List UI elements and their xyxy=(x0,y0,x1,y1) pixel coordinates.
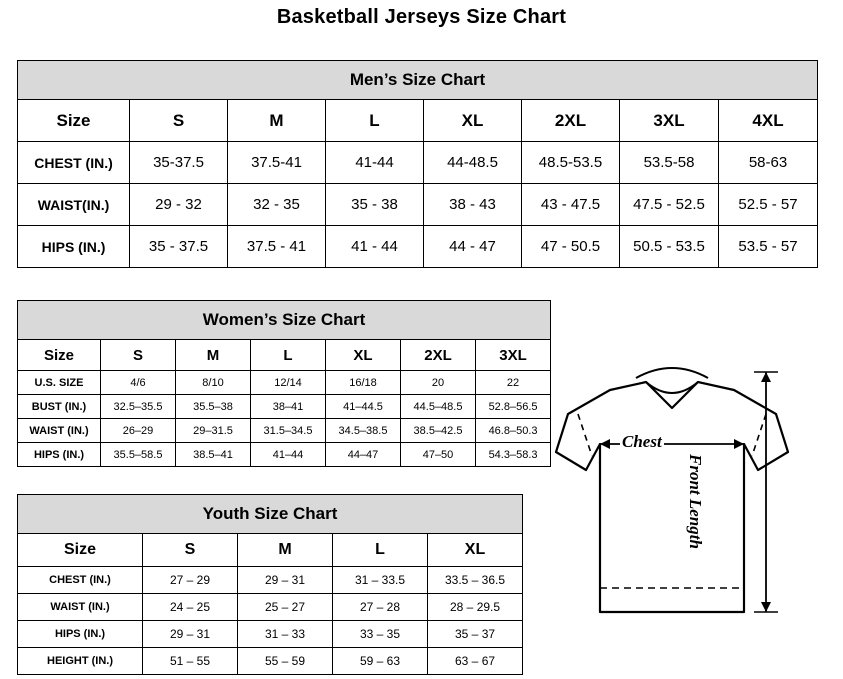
column-header: S xyxy=(130,100,228,142)
column-header: L xyxy=(326,100,424,142)
table-cell: 41-44 xyxy=(326,142,424,184)
column-header: M xyxy=(176,340,251,371)
table-cell: 28 – 29.5 xyxy=(428,594,523,621)
column-header: Size xyxy=(18,100,130,142)
front-length-arrow-bottom xyxy=(761,602,771,612)
table-cell: 16/18 xyxy=(326,371,401,395)
table-header-row xyxy=(18,100,818,142)
table-cell: 4/6 xyxy=(101,371,176,395)
table-cell: 53.5 - 57 xyxy=(719,226,818,268)
womens-size-chart-table xyxy=(17,300,551,467)
table-cell: 55 – 59 xyxy=(238,648,333,675)
table-cell: 44–47 xyxy=(326,443,401,467)
row-header: WAIST(IN.) xyxy=(18,184,130,226)
row-header: BUST (IN.) xyxy=(18,395,101,419)
table-cell: 38.5–42.5 xyxy=(401,419,476,443)
table-cell: 54.3–58.3 xyxy=(476,443,551,467)
table-band-row xyxy=(18,301,551,340)
youth-size-chart-table xyxy=(17,494,523,675)
table-cell: 52.5 - 57 xyxy=(719,184,818,226)
table-cell: 27 – 29 xyxy=(143,567,238,594)
table-cell: 34.5–38.5 xyxy=(326,419,401,443)
table-cell: 44.5–48.5 xyxy=(401,395,476,419)
table-cell: 35.5–58.5 xyxy=(101,443,176,467)
table-cell: 35 - 38 xyxy=(326,184,424,226)
table-cell: 22 xyxy=(476,371,551,395)
table-cell: 46.8–50.3 xyxy=(476,419,551,443)
table-cell: 48.5-53.5 xyxy=(522,142,620,184)
column-header: L xyxy=(333,534,428,567)
jersey-measurement-diagram xyxy=(548,352,838,662)
table-row xyxy=(18,567,523,594)
table-cell: 53.5-58 xyxy=(620,142,719,184)
table-cell: 29–31.5 xyxy=(176,419,251,443)
table-cell: 8/10 xyxy=(176,371,251,395)
table-cell: 41–44 xyxy=(251,443,326,467)
front-length-arrow-top xyxy=(761,372,771,382)
table-cell: 32 - 35 xyxy=(228,184,326,226)
mens-size-chart-table xyxy=(17,60,818,268)
row-header: U.S. SIZE xyxy=(18,371,101,395)
table-row xyxy=(18,371,551,395)
table-cell: 52.8–56.5 xyxy=(476,395,551,419)
page-title: Basketball Jerseys Size Chart xyxy=(276,6,567,28)
column-header: L xyxy=(251,340,326,371)
row-header: CHEST (IN.) xyxy=(18,142,130,184)
table-cell: 37.5 - 41 xyxy=(228,226,326,268)
table-cell: 25 – 27 xyxy=(238,594,333,621)
table-row xyxy=(18,419,551,443)
row-header: HEIGHT (IN.) xyxy=(18,648,143,675)
table-cell: 32.5–35.5 xyxy=(101,395,176,419)
table-cell: 20 xyxy=(401,371,476,395)
table-band-row xyxy=(18,495,523,534)
column-header: Size xyxy=(18,340,101,371)
jersey-body-outline xyxy=(556,382,788,612)
column-header: XL xyxy=(424,100,522,142)
table-cell: 26–29 xyxy=(101,419,176,443)
column-header: 2XL xyxy=(522,100,620,142)
womens-chart-title: Women’s Size Chart xyxy=(18,301,551,340)
table-cell: 35 – 37 xyxy=(428,621,523,648)
table-cell: 41–44.5 xyxy=(326,395,401,419)
column-header: 4XL xyxy=(719,100,818,142)
table-row xyxy=(18,648,523,675)
table-cell: 38 - 43 xyxy=(424,184,522,226)
table-row xyxy=(18,226,818,268)
mens-chart-title: Men’s Size Chart xyxy=(18,61,818,100)
row-header: WAIST (IN.) xyxy=(18,419,101,443)
table-row xyxy=(18,184,818,226)
column-header: S xyxy=(101,340,176,371)
table-cell: 47–50 xyxy=(401,443,476,467)
table-row xyxy=(18,142,818,184)
table-cell: 31.5–34.5 xyxy=(251,419,326,443)
row-header: HIPS (IN.) xyxy=(18,226,130,268)
column-header: Size xyxy=(18,534,143,567)
row-header: WAIST (IN.) xyxy=(18,594,143,621)
table-band-row xyxy=(18,61,818,100)
column-header: 3XL xyxy=(620,100,719,142)
table-cell: 31 – 33.5 xyxy=(333,567,428,594)
table-row xyxy=(18,594,523,621)
table-cell: 51 – 55 xyxy=(143,648,238,675)
table-cell: 41 - 44 xyxy=(326,226,424,268)
column-header: M xyxy=(228,100,326,142)
column-header: XL xyxy=(428,534,523,567)
table-cell: 33 – 35 xyxy=(333,621,428,648)
table-cell: 31 – 33 xyxy=(238,621,333,648)
table-cell: 35 - 37.5 xyxy=(130,226,228,268)
table-cell: 38.5–41 xyxy=(176,443,251,467)
table-cell: 63 – 67 xyxy=(428,648,523,675)
table-cell: 27 – 28 xyxy=(333,594,428,621)
table-cell: 50.5 - 53.5 xyxy=(620,226,719,268)
column-header: S xyxy=(143,534,238,567)
table-cell: 29 - 32 xyxy=(130,184,228,226)
column-header: M xyxy=(238,534,333,567)
table-cell: 59 – 63 xyxy=(333,648,428,675)
table-row xyxy=(18,443,551,467)
column-header: 3XL xyxy=(476,340,551,371)
table-cell: 47.5 - 52.5 xyxy=(620,184,719,226)
row-header: CHEST (IN.) xyxy=(18,567,143,594)
jersey-neckband-line xyxy=(636,368,708,378)
table-row xyxy=(18,621,523,648)
table-cell: 29 – 31 xyxy=(143,621,238,648)
table-cell: 33.5 – 36.5 xyxy=(428,567,523,594)
table-cell: 12/14 xyxy=(251,371,326,395)
table-cell: 35.5–38 xyxy=(176,395,251,419)
table-cell: 43 - 47.5 xyxy=(522,184,620,226)
table-cell: 35-37.5 xyxy=(130,142,228,184)
table-header-row xyxy=(18,340,551,371)
chest-measurement-label: Chest xyxy=(622,432,662,451)
table-cell: 47 - 50.5 xyxy=(522,226,620,268)
front-length-measurement-label: Front Length xyxy=(686,454,705,549)
row-header: HIPS (IN.) xyxy=(18,443,101,467)
table-cell: 38–41 xyxy=(251,395,326,419)
row-header: HIPS (IN.) xyxy=(18,621,143,648)
table-cell: 44 - 47 xyxy=(424,226,522,268)
youth-chart-title: Youth Size Chart xyxy=(18,495,523,534)
table-cell: 44-48.5 xyxy=(424,142,522,184)
table-cell: 37.5-41 xyxy=(228,142,326,184)
column-header: XL xyxy=(326,340,401,371)
table-cell: 24 – 25 xyxy=(143,594,238,621)
table-cell: 29 – 31 xyxy=(238,567,333,594)
table-row xyxy=(18,395,551,419)
table-cell: 58-63 xyxy=(719,142,818,184)
table-header-row xyxy=(18,534,523,567)
column-header: 2XL xyxy=(401,340,476,371)
